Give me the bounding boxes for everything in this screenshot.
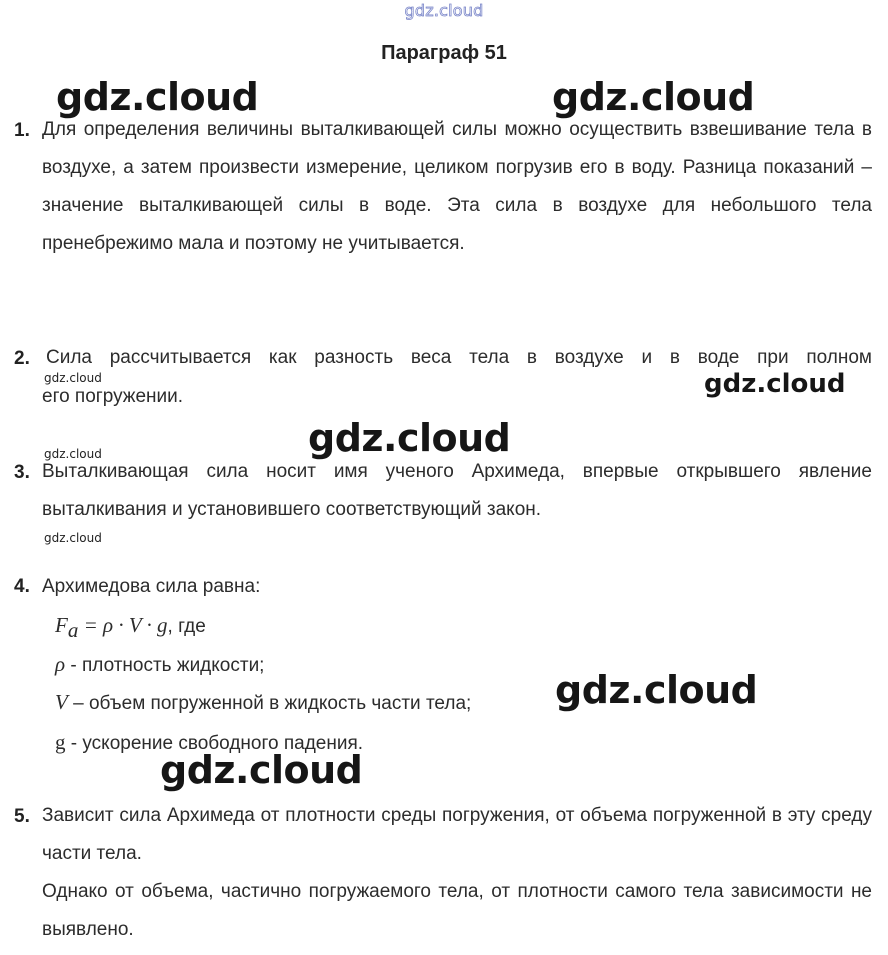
watermark: gdz.cloud [44, 371, 102, 385]
formula [55, 613, 206, 643]
answer-1-number: 1. [14, 120, 30, 141]
page-title: Параграф 51 [381, 42, 507, 64]
answer-1-text: Для определения величины выталкивающей силы можно осуществить взвешивание тела в воздухе, а затем произвести измерение, целиком погрузив его в воду. Разница показаний – значение выталкивающей силы в воде. Эта сила в воздухе для небольшого тела пренебрежимо мала и поэтому не учитывается. [42, 119, 872, 254]
answer-4-intro: Архимедова сила равна: [42, 576, 261, 597]
answer-5-text: Зависит сила Архимеда от плотности среды погружения, от объема погруженной в эту среду части тела. [42, 805, 872, 864]
definition-volume [55, 690, 471, 715]
definition-volume-symbol: V [55, 690, 68, 714]
formula-tail: , где [167, 616, 206, 637]
formula-force-symbol: F [55, 613, 68, 637]
watermark: gdz.cloud [56, 75, 259, 119]
formula-subscript: a [67, 617, 79, 642]
watermark: gdz.cloud [160, 748, 363, 792]
definition-density-symbol: ρ [55, 652, 66, 676]
answer-2-line-2: его погружении. [42, 386, 184, 407]
definition-gravity-symbol: g [55, 730, 66, 754]
watermark: gdz.cloud [44, 531, 102, 545]
watermark: gdz.cloud [44, 447, 102, 461]
answer-5-text-2: Однако от объема, частично погружаемого тела, от плотности самого тела зависимости не выявлено. [42, 881, 872, 940]
watermark: gdz.cloud [552, 75, 755, 119]
definition-volume-text: – объем погруженной в жидкость части тела; [67, 693, 472, 714]
answer-5-number: 5. [14, 806, 30, 827]
watermark: gdz.cloud [555, 668, 758, 712]
answer-3-number: 3. [14, 462, 30, 483]
watermark: gdz.cloud [308, 416, 511, 460]
answer-4-number: 4. [14, 576, 30, 597]
answer-2-line-1: Сила рассчитывается как разность веса тела в воздухе и в воде при полном [46, 347, 872, 368]
answer-2-number: 2. [14, 348, 30, 369]
formula-expression: = ρ · V · g [78, 613, 168, 637]
definition-gravity-text: - ускорение свободного падения. [65, 733, 364, 754]
definition-density-text: - плотность жидкости; [65, 655, 265, 676]
answer-3-text: Выталкивающая сила носит имя ученого Архимеда, впервые открывшего явление выталкивания и установившего соответствующий закон. [42, 461, 872, 520]
watermark: gdz.cloud [704, 369, 846, 399]
top-watermark: gdz.cloud [404, 1, 484, 20]
definition-density [55, 652, 264, 677]
